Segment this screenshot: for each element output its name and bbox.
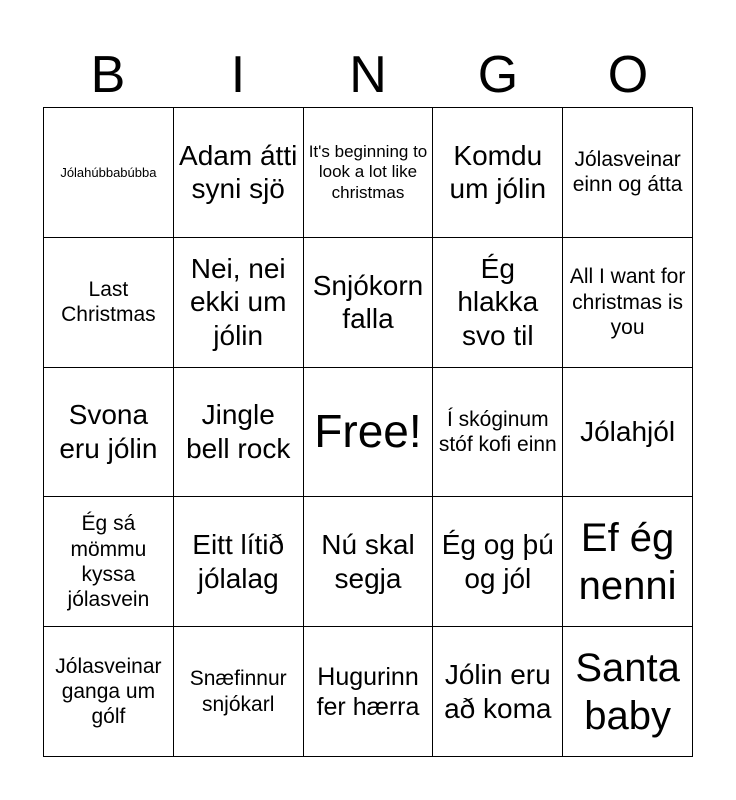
bingo-cell[interactable] (433, 238, 563, 368)
bingo-cell[interactable] (563, 497, 693, 627)
cell-text: Santa baby (575, 645, 680, 738)
cell-text: Hugurinn fer hærra (316, 662, 420, 721)
header-letter-o: O (607, 46, 649, 104)
bingo-cell[interactable] (174, 368, 304, 498)
cell-text: All I want for christmas is you (569, 265, 686, 339)
bingo-cell[interactable] (563, 368, 693, 498)
bingo-cell[interactable] (563, 627, 693, 757)
bingo-cell[interactable] (433, 627, 563, 757)
cell-text: Eitt lítið jólalag (192, 529, 285, 594)
bingo-cell[interactable] (44, 108, 174, 238)
bingo-cell[interactable] (174, 497, 304, 627)
cell-text: Jólahúbbabúbba (60, 164, 157, 180)
cell-text: Adam átti syni sjö (179, 139, 298, 205)
free-cell[interactable] (304, 368, 434, 498)
cell-text: Jólasveinar einn og átta (572, 148, 683, 197)
bingo-cell[interactable] (304, 238, 434, 368)
cell-text: Komdu um jólin (449, 139, 547, 205)
cell-text: Snjókorn falla (312, 269, 424, 335)
bingo-cell[interactable] (174, 238, 304, 368)
bingo-cell[interactable] (44, 497, 174, 627)
cell-text: Í skóginum stóf kofi einn (438, 407, 557, 456)
bingo-cell[interactable] (433, 108, 563, 238)
bingo-header (43, 42, 693, 108)
cell-text: Ég sá mömmu kyssa jólasvein (67, 512, 150, 611)
header-letter-i: I (230, 46, 246, 104)
cell-text: Jólin eru að koma (444, 659, 552, 724)
bingo-cell[interactable] (174, 627, 304, 757)
cell-text: Ef ég nenni (578, 515, 677, 608)
bingo-cell[interactable] (44, 368, 174, 498)
cell-text: Jingle bell rock (186, 399, 291, 464)
bingo-grid (43, 107, 693, 757)
cell-text: It's beginning to look a lot like christmas (308, 141, 428, 202)
bingo-cell[interactable] (44, 238, 174, 368)
bingo-cell[interactable] (433, 368, 563, 498)
cell-text: Ég og þú og jól (441, 529, 554, 594)
bingo-cell[interactable] (304, 627, 434, 757)
bingo-cell[interactable] (174, 108, 304, 238)
cell-text: Nú skal segja (321, 529, 415, 594)
bingo-cell[interactable] (44, 627, 174, 757)
header-letter-g: G (477, 46, 519, 104)
cell-text: Nei, nei ekki um jólin (189, 252, 287, 351)
bingo-cell[interactable] (563, 108, 693, 238)
header-letter-n: N (349, 46, 387, 104)
header-letter-b: B (90, 46, 126, 104)
cell-text: Svona eru jólin (59, 399, 158, 464)
bingo-cell[interactable] (304, 108, 434, 238)
cell-text: Last Christmas (61, 278, 156, 327)
cell-text: Ég hlakka svo til (457, 252, 539, 351)
cell-text: Free! (314, 405, 422, 458)
bingo-cell[interactable] (433, 497, 563, 627)
bingo-cell[interactable] (563, 238, 693, 368)
cell-text: Snæfinnur snjókarl (189, 667, 287, 716)
bingo-cell[interactable] (304, 497, 434, 627)
cell-text: Jólasveinar ganga um gólf (55, 654, 162, 729)
cell-text: Jólahjól (580, 416, 676, 448)
